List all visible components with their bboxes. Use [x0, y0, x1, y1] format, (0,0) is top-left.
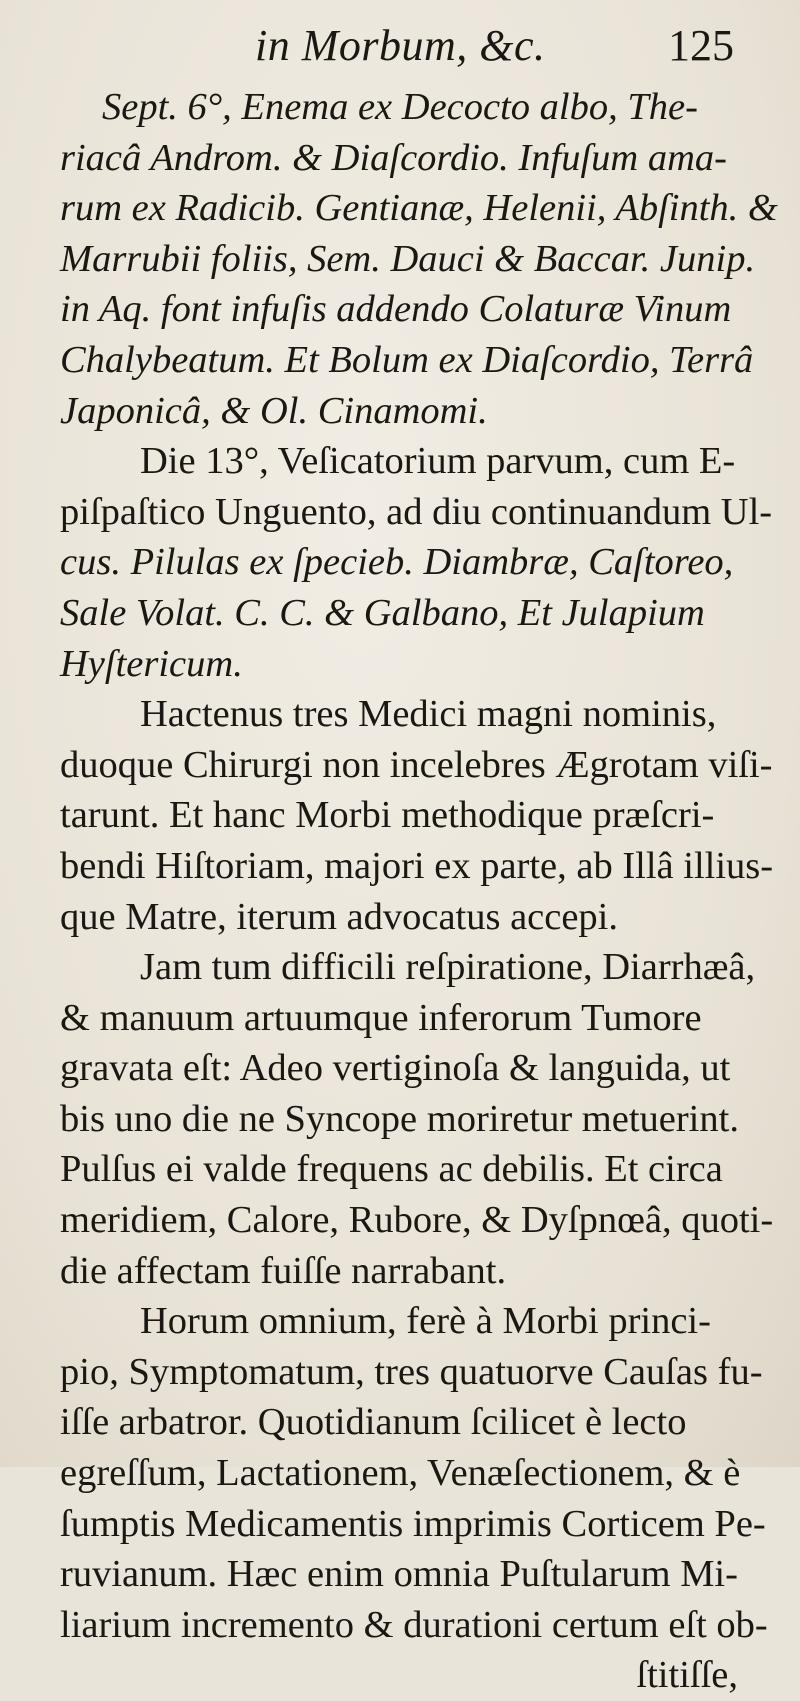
- body-text: [60, 82, 778, 1701]
- page-number: 125: [668, 21, 734, 70]
- text-line: ſtitiſſe,: [636, 1654, 738, 1697]
- text-line: liarium incremento & durationi certum eſt ob-: [60, 1603, 768, 1646]
- text-line: meridiem, Calore, Rubore, & Dyſpnœâ, quoti-: [60, 1199, 774, 1242]
- text-line: ſumptis Medicamentis imprimis Corticem Pe-: [60, 1502, 766, 1545]
- text-line: piſpaſtico Unguento, ad diu continuandum Ul-: [60, 490, 773, 533]
- text-line: que Matre, iterum advocatus accepi.: [60, 895, 619, 938]
- running-title: in Morbum, &c.: [255, 21, 546, 70]
- text-line: riacâ Androm. & Diaſcordio. Infuſum ama-: [60, 136, 727, 179]
- text-line: Chalybeatum. Et Bolum ex Diaſcordio, Terrâ: [60, 338, 754, 381]
- text-line: bendi Hiſtoriam, majori ex parte, ab Illâ illius-: [60, 844, 774, 887]
- text-line: cus. Pilulas ex ſpecieb. Diambræ, Caſtoreo,: [60, 541, 734, 584]
- text-line: Marrubii foliis, Sem. Dauci & Baccar. Junip.: [60, 237, 756, 280]
- text-line: die affectam fuiſſe narrabant.: [60, 1249, 507, 1292]
- text-line: Die 13°, Veſicatorium parvum, cum E-: [140, 440, 736, 483]
- text-line: Pulſus ei valde frequens ac debilis. Et circa: [60, 1148, 723, 1191]
- text-line: Hyſtericum.: [60, 642, 243, 685]
- text-line: Japonicâ, & Ol. Cinamomi.: [60, 389, 488, 432]
- text-line: rum ex Radicib. Gentianæ, Helenii, Abſinth. &: [60, 187, 778, 230]
- text-line: gravata eſt: Adeo vertiginoſa & languida, ut: [60, 1047, 731, 1090]
- text-line: & manuum artuumque inferorum Tumore: [60, 996, 702, 1039]
- text-line: pio, Symptomatum, tres quatuorve Cauſas fu-: [60, 1350, 763, 1393]
- text-line: egreſſum, Lactationem, Venæſectionem, & è: [60, 1452, 741, 1495]
- text-line: ruvianum. Hæc enim omnia Puſtularum Mi-: [60, 1553, 738, 1596]
- text-line: Sept. 6°, Enema ex Decocto albo, The-: [102, 86, 698, 128]
- text-line: bis uno die ne Syncope moriretur metuerint.: [60, 1097, 739, 1140]
- page-header: [0, 16, 800, 76]
- text-line: duoque Chirurgi non incelebres Ægrotam viſi-: [60, 743, 773, 786]
- text-line: Jam tum difficili reſpiratione, Diarrhæâ,: [140, 946, 756, 989]
- text-line: Sale Volat. C. C. & Galbano, Et Julapium: [60, 591, 705, 634]
- text-line: Hactenus tres Medici magni nominis,: [140, 693, 717, 736]
- text-line: in Aq. font infuſis addendo Colaturæ Vinum: [60, 288, 732, 331]
- text-line: Horum omnium, ferè à Morbi princi-: [140, 1300, 711, 1343]
- text-line: tarunt. Et hanc Morbi methodique præſcri-: [60, 794, 715, 837]
- text-line: iſſe arbatror. Quotidianum ſcilicet è lecto: [60, 1401, 687, 1444]
